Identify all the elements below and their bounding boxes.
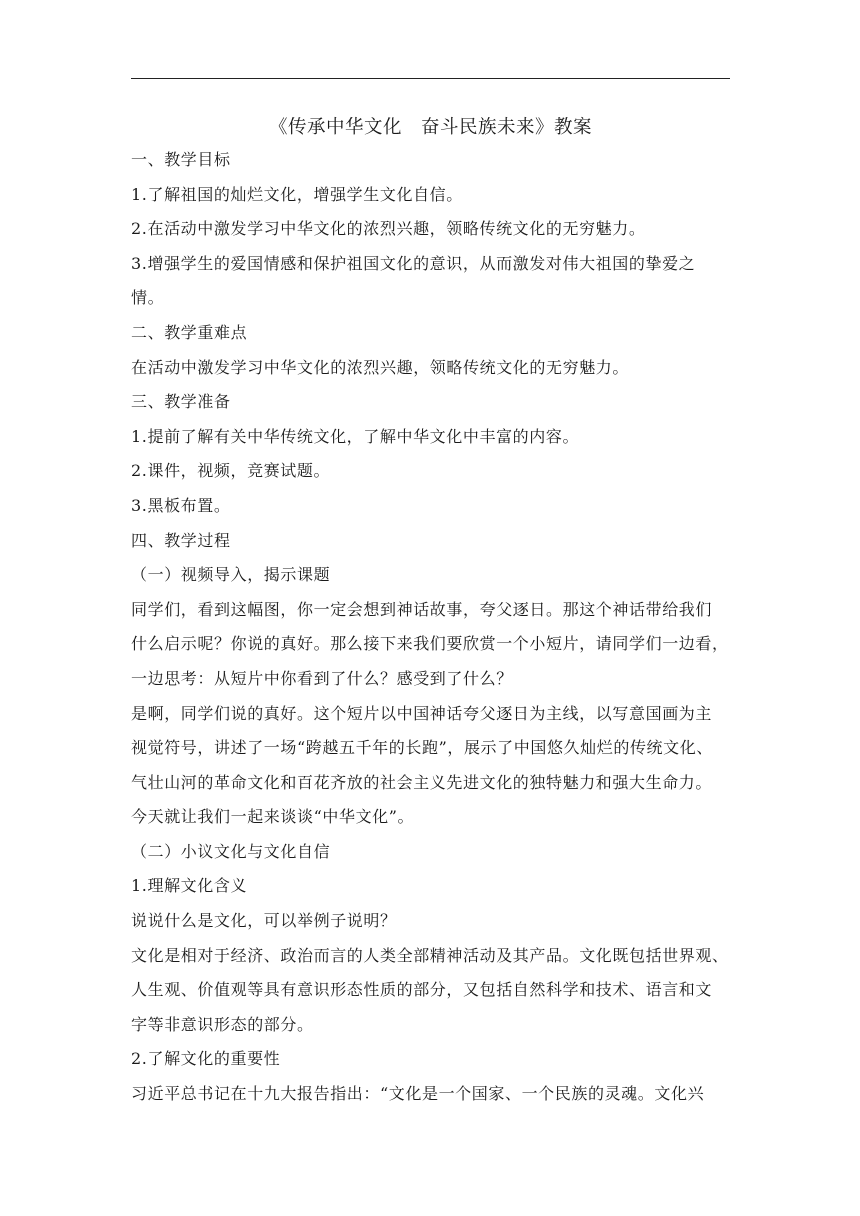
text-line: 1.理解文化含义 (131, 876, 248, 896)
text-line: 什么启示呢？你说的真好。那么接下来我们要欣赏一个小短片，请同学们一边看， (131, 634, 729, 654)
text-line: （二）小议文化与文化自信 (131, 841, 331, 861)
text-line: 视觉符号，讲述了一场“跨越五千年的长跑”，展示了中国悠久灿烂的传统文化、 (131, 738, 713, 758)
text-line: 是啊，同学们说的真好。这个短片以中国神话夸父逐日为主线，以写意国画为主 (131, 703, 713, 723)
text-line: 气壮山河的革命文化和百花齐放的社会主义先进文化的独特魅力和强大生命力。 (131, 772, 713, 792)
text-line: 3.黑板布置。 (131, 495, 231, 515)
text-line: 2.课件，视频，竞赛试题。 (131, 461, 331, 481)
text-line: 二、教学重难点 (131, 322, 248, 342)
text-line: 1.了解祖国的灿烂文化，增强学生文化自信。 (131, 184, 463, 204)
text-line: （一）视频导入，揭示课题 (131, 565, 331, 585)
document-title: 《传承中华文化 奋斗民族未来》教案 (268, 117, 592, 138)
text-line: 三、教学准备 (131, 392, 231, 412)
text-line: 2.在活动中激发学习中华文化的浓烈兴趣，领略传统文化的无穷魅力。 (131, 219, 646, 239)
text-line: 习近平总书记在十九大报告指出：“文化是一个国家、一个民族的灵魂。文化兴 (131, 1084, 705, 1104)
text-line: 情。 (131, 288, 165, 308)
text-line: 字等非意识形态的部分。 (131, 1014, 314, 1034)
text-line: 一、教学目标 (131, 150, 231, 169)
text-line: 2.了解文化的重要性 (131, 1049, 281, 1069)
text-line: 人生观、价值观等具有意识形态性质的部分，又包括自然科学和技术、语言和文 (131, 980, 713, 1000)
document-body (131, 150, 730, 1119)
text-line: 说说什么是文化，可以举例子说明？ (131, 911, 397, 931)
text-line: 今天就让我们一起来谈谈“中华文化”。 (131, 807, 415, 827)
text-line: 四、教学过程 (131, 530, 231, 550)
text-line: 文化是相对于经济、政治而言的人类全部精神活动及其产品。文化既包括世界观、 (131, 945, 729, 965)
text-line: 同学们，看到这幅图，你一定会想到神话故事，夸父逐日。那这个神话带给我们 (131, 599, 713, 619)
text-line: 1.提前了解有关中华传统文化，了解中华文化中丰富的内容。 (131, 426, 580, 446)
text-line: 在活动中激发学习中华文化的浓烈兴趣，领略传统文化的无穷魅力。 (131, 357, 630, 377)
text-line: 一边思考：从短片中你看到了什么？感受到了什么？ (131, 668, 513, 688)
header-rule (131, 78, 730, 79)
text-line: 3.增强学生的爱国情感和保护祖国文化的意识，从而激发对伟大祖国的挚爱之 (131, 253, 696, 273)
